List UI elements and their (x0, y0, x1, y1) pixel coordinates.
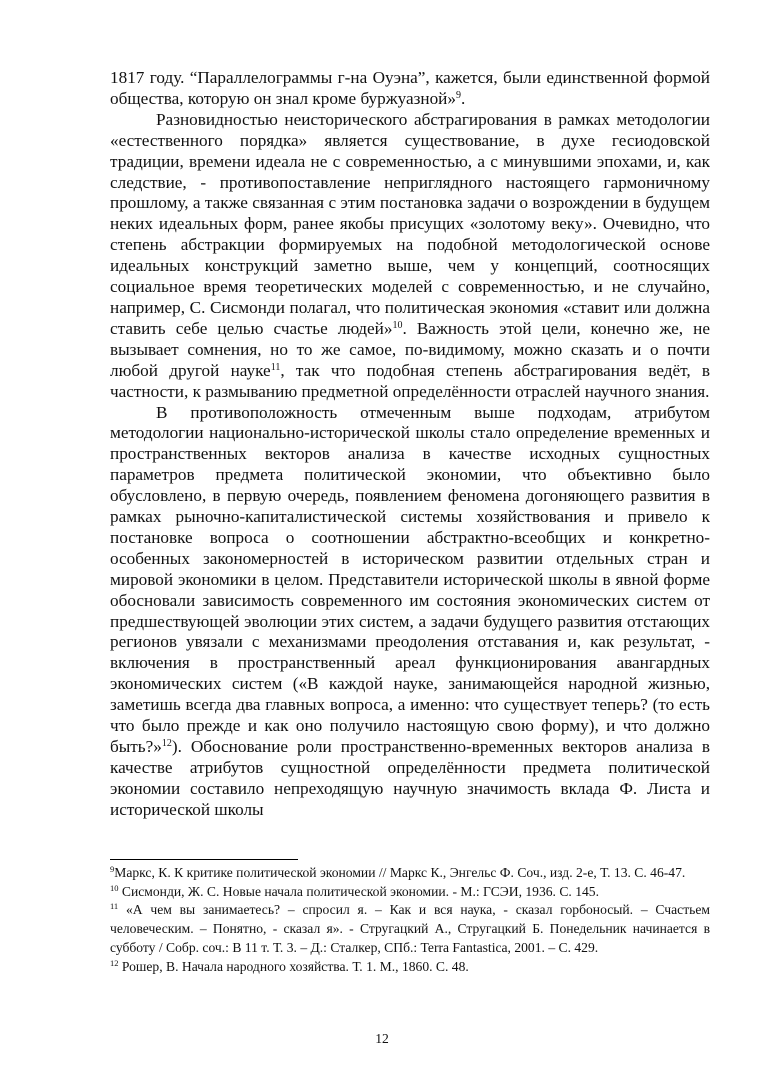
footnote-number: 10 (110, 882, 119, 893)
paragraph-text: Разновидностью неисторического абстрагирования в рамках методологии «естественного порядка» является существование, в духе гесиодовской традиции, времени идеала не с современностью, а с минувшими эпохами, и, как следствие, - противопоставление неприглядного настоящего гармоничному прошлому, а также связанная с этим постановка задачи о возрождении в будущем неких идеальных форм, ранее якобы присущих «золотому веку». Очевидно, что степень абстракции формируемых на подобной методологической основе идеальных конструкций заметно выше, чем у концепций, соотносящих социальное время теоретических моделей с современностью, и не случайно, например, С. Сисмонди полагал, что политическая экономия «ставит или должна ставить себе целью счастье людей» (110, 109, 710, 338)
paragraph-text: 1817 году. “Параллелограммы г-на Оуэна”, кажется, были единственной формой общества, которую он знал кроме буржуазной» (110, 68, 710, 108)
footnote-ref[interactable]: 10 (392, 319, 403, 331)
footnote-ref[interactable]: 12 (161, 738, 172, 749)
paragraph-1 (110, 68, 710, 110)
footnote-text: Сисмонди, Ж. С. Новые начала политической экономии. - М.: ГСЭИ, 1936. С. 145. (118, 883, 599, 899)
footnote-number: 11 (110, 901, 119, 912)
footnote-text: Рошер, В. Начала народного хозяйства. Т. 1. М., 1860. С. 48. (118, 958, 469, 974)
page-number: 12 (375, 1031, 389, 1046)
footnote-number: 9 (110, 864, 115, 874)
paragraph-text: ). Обоснование роли пространственно-временных векторов анализа в качестве атрибутов сущностной определённости предмета политической экономии составило непреходящую научную значимость вклада Ф. Листа и исторической школы (110, 737, 710, 819)
paragraph-text: . Важность этой цели, конечно же, не вызывает сомнения, но то же самое, по-видимому, можно сказать и о почти любой другой науке (110, 318, 710, 380)
footnote-11 (110, 901, 710, 957)
footnote-number: 12 (110, 957, 119, 968)
paragraph-text: В противоположность отмеченным выше подходам, атрибутом методологии национально-исторической школы стало определение временных и пространственных векторов анализа в качестве исходных сущностных параметров предмета политической экономии, что объективно было обусловлено, в первую очередь, появлением феномена догоняющего развития в рамках рыночно-капиталистической системы хозяйствования и привело к постановке вопроса о соотношении абстрактно-всеобщих и конкретно-особенных закономерностей в историческом развитии отдельных стран и мировой экономики в целом. Представители исторической школы в явной форме обосновали зависимость современного им состояния экономических систем от предшествующей эволюции этих систем, а задачи будущего развития отстающих регионов увязали с механизмами преодоления отставания и, как результат, - включения в пространственный ареал функционирования авангардных экономических систем («В каждой науке, занимающейся народной жизнью, заметишь всегда два главных вопроса, а именно: что существует теперь? (то есть что было прежде и как оно получило настоящую свою форму), и что должно быть?» (110, 402, 710, 756)
footnote-text: «А чем вы занимаетесь? – спросил я. – Как и вся наука, - сказал горбоносый. – Счастьем человеческим. – Понятно, - сказал я». - Стругацкий А., Стругацкий Б. Понедельник начинается в субботу / Собр. соч.: В 11 т. Т. 3. – Д.: Сталкер, СПб.: Terra Fantastica, 2001. – С. 429. (110, 902, 710, 955)
paragraph-text: . (460, 88, 466, 108)
footnote-12 (110, 958, 710, 977)
paragraph-2 (110, 110, 710, 403)
footnote-ref[interactable]: 9 (455, 89, 461, 101)
footnote-text: Маркс, К. К критике политической экономии // Маркс К., Энгельс Ф. Соч., изд. 2-е, Т. 13. С. 46-47. (114, 865, 686, 880)
paragraph-3 (110, 403, 710, 821)
paragraph-text: , так что подобная степень абстрагирования ведёт, в частности, к размыванию предметной определённости отраслей научного знания. (110, 360, 710, 401)
footnote-9 (110, 864, 710, 883)
footnote-ref[interactable]: 11 (270, 361, 281, 373)
footnote-separator (110, 859, 298, 860)
page-body (110, 68, 710, 821)
footnotes (110, 864, 710, 976)
footnote-10 (110, 883, 710, 902)
